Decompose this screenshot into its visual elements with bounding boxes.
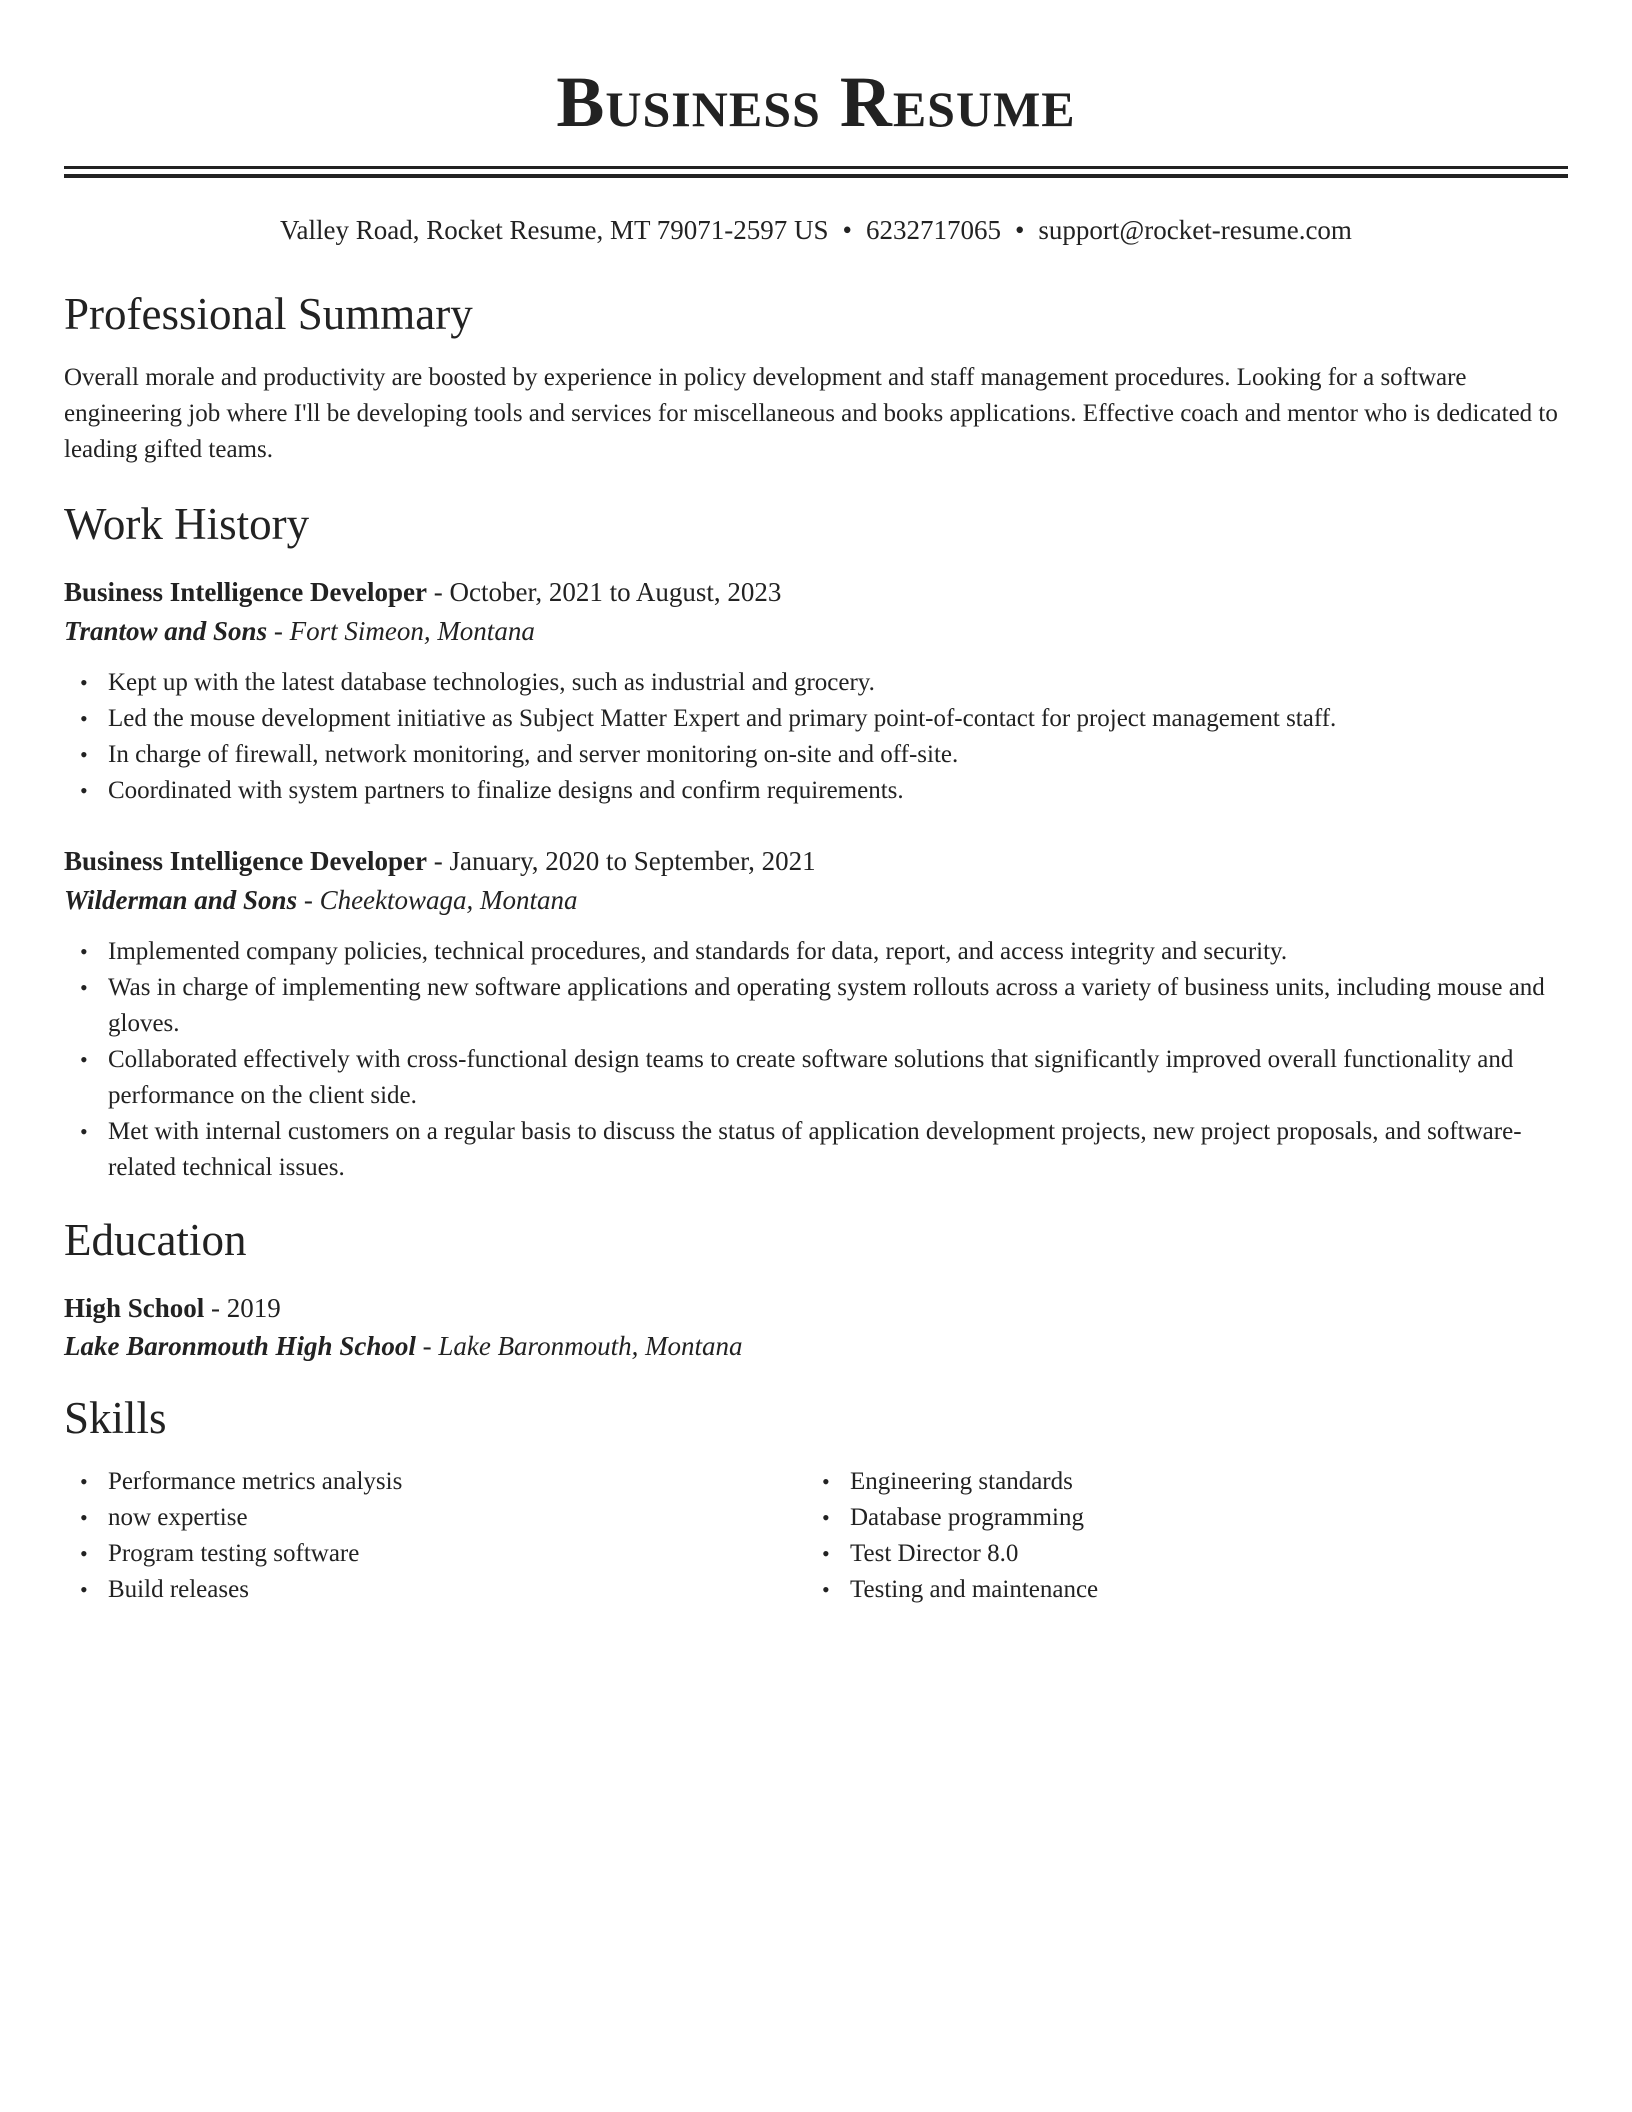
skill-item xyxy=(822,1536,1548,1572)
education-year: - 2019 xyxy=(211,1293,281,1323)
job-bullet xyxy=(80,665,1568,701)
education-location: - Lake Baronmouth, Montana xyxy=(422,1331,743,1361)
job-dates: - October, 2021 to August, 2023 xyxy=(433,577,782,607)
job-entry xyxy=(64,574,1568,809)
skills-heading: Skills xyxy=(64,1393,167,1443)
job-bullet xyxy=(80,773,1568,809)
education-degree-line xyxy=(64,1290,1568,1326)
education-degree: High School xyxy=(64,1293,205,1323)
contact-line xyxy=(64,212,1568,248)
skills-column-right xyxy=(806,1464,1548,1608)
contact-email: support@rocket-resume.com xyxy=(1038,215,1352,245)
job-bullet xyxy=(80,970,1568,1042)
skills-column-left xyxy=(64,1464,806,1608)
job-bullet-text: Led the mouse development initiative as Subject Matter Expert and primary point-of-contact for project management staff. xyxy=(108,705,1337,732)
education-heading: Education xyxy=(64,1215,247,1265)
skill-text: Engineering standards xyxy=(850,1468,1073,1495)
education-school-line xyxy=(64,1328,1568,1364)
job-company-line xyxy=(64,882,1568,918)
skill-text: Program testing software xyxy=(108,1540,360,1567)
job-title-line xyxy=(64,574,1568,610)
contact-separator: • xyxy=(1014,215,1025,245)
skills-grid xyxy=(64,1464,1568,1608)
bullet-dot: • xyxy=(80,975,88,1000)
bullet-dot: • xyxy=(822,1577,830,1602)
skill-text: Test Director 8.0 xyxy=(850,1540,1019,1567)
education-school: Lake Baronmouth High School xyxy=(64,1331,416,1361)
skill-item xyxy=(822,1500,1548,1536)
job-bullet xyxy=(80,934,1568,970)
job-bullet-text: Coordinated with system partners to finalize designs and confirm requirements. xyxy=(108,777,904,804)
job-title: Business Intelligence Developer xyxy=(64,577,427,607)
contact-address: Valley Road, Rocket Resume, MT 79071-2597 US xyxy=(280,215,829,245)
skill-text: Testing and maintenance xyxy=(850,1576,1099,1603)
summary-heading: Professional Summary xyxy=(64,289,473,339)
job-company-line xyxy=(64,613,1568,649)
job-bullet-text: In charge of firewall, network monitoring, and server monitoring on-site and off-site. xyxy=(108,741,959,768)
job-title: Business Intelligence Developer xyxy=(64,846,427,876)
skill-item xyxy=(80,1572,806,1608)
contact-phone: 6232717065 xyxy=(865,215,1001,245)
bullet-dot: • xyxy=(80,939,88,964)
skills-list xyxy=(64,1464,806,1608)
bullet-dot: • xyxy=(80,706,88,731)
job-bullet xyxy=(80,1114,1568,1186)
bullet-dot: • xyxy=(80,742,88,767)
contact-separator: • xyxy=(842,215,852,245)
bullet-dot: • xyxy=(80,1119,88,1144)
job-bullet-text: Implemented company policies, technical procedures, and standards for data, report, and access integrity and security. xyxy=(108,938,1288,965)
skill-text: now expertise xyxy=(108,1504,248,1531)
job-bullet-text: Kept up with the latest database technologies, such as industrial and grocery. xyxy=(108,669,875,696)
skill-item xyxy=(80,1500,806,1536)
bullet-dot: • xyxy=(80,1469,88,1494)
skill-text: Build releases xyxy=(108,1576,249,1603)
job-bullet xyxy=(80,737,1568,773)
job-location: - Cheektowaga, Montana xyxy=(303,885,578,915)
skill-item xyxy=(80,1536,806,1572)
skills-list xyxy=(806,1464,1548,1608)
skill-item xyxy=(80,1464,806,1500)
bullet-dot: • xyxy=(80,1577,88,1602)
bullet-dot: • xyxy=(80,1505,88,1530)
job-company: Trantow and Sons xyxy=(64,616,268,646)
bullet-dot: • xyxy=(80,1047,88,1072)
job-entry xyxy=(64,843,1568,1186)
job-bullets xyxy=(64,665,1568,809)
job-bullet xyxy=(80,1042,1568,1114)
job-company: Wilderman and Sons xyxy=(64,885,298,915)
job-bullet-text: Was in charge of implementing new software applications and operating system rollouts across a variety of business units, including mouse and gloves. xyxy=(108,974,1545,1037)
summary-text: Overall morale and productivity are boosted by experience in policy development and staff management procedures. Looking for a software engineering job where I'll be developing tools and services for miscellaneous and books applications. Effective coach and mentor who is dedicated to leading gifted teams. xyxy=(64,364,1558,463)
work-history-heading: Work History xyxy=(64,499,310,549)
job-bullets xyxy=(64,934,1568,1186)
title-double-rule xyxy=(64,166,1568,178)
bullet-dot: • xyxy=(80,1541,88,1566)
bullet-dot: • xyxy=(80,670,88,695)
job-bullet-text: Collaborated effectively with cross-functional design teams to create software solutions that significantly improved overall functionality and performance on the client side. xyxy=(108,1046,1514,1109)
bullet-dot: • xyxy=(80,778,88,803)
resume-title: Business Resume xyxy=(556,62,1076,142)
skill-item xyxy=(822,1572,1548,1608)
job-dates: - January, 2020 to September, 2021 xyxy=(433,846,816,876)
job-location: - Fort Simeon, Montana xyxy=(273,616,535,646)
bullet-dot: • xyxy=(822,1541,830,1566)
bullet-dot: • xyxy=(822,1505,830,1530)
bullet-dot: • xyxy=(822,1469,830,1494)
skill-text: Database programming xyxy=(850,1504,1084,1531)
job-bullet xyxy=(80,701,1568,737)
skill-text: Performance metrics analysis xyxy=(108,1468,403,1495)
job-bullet-text: Met with internal customers on a regular basis to discuss the status of application development projects, new project proposals, and software-related technical issues. xyxy=(108,1118,1522,1181)
skill-item xyxy=(822,1464,1548,1500)
job-title-line xyxy=(64,843,1568,879)
